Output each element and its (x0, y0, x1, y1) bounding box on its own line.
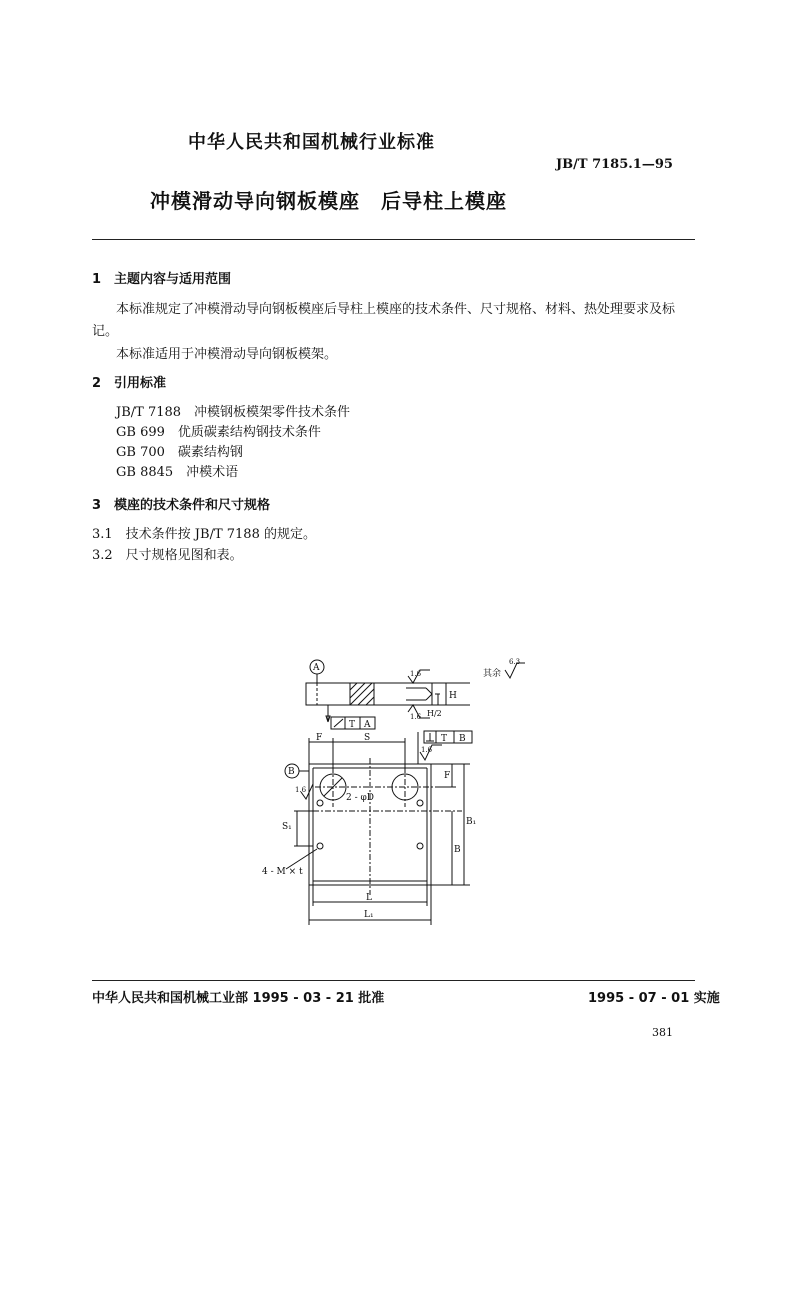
section-1-paragraph-2: 本标准适用于冲模滑动导向钢板模架。 (116, 347, 338, 362)
page-number: 381 (652, 1026, 673, 1039)
standard-code: JB/T 7185.1—95 (556, 157, 673, 172)
datum-b-label: B (288, 767, 295, 777)
dim-f-side-label: F (444, 771, 451, 781)
roughness-value: 1.6 (421, 746, 433, 754)
approval-statement: 中华人民共和国机械工业部 1995 - 03 - 21 批准 (92, 991, 385, 1006)
section-1-heading: 1 主题内容与适用范围 (92, 272, 232, 287)
parallelism-datum-t: T (349, 720, 356, 730)
dim-s-label: S (364, 733, 371, 743)
dim-f-label: F (316, 733, 323, 743)
section-3-item: 3.1 技术条件按 JB/T 7188 的规定。 (92, 527, 316, 542)
datum-a-label: A (313, 663, 320, 673)
dim-l1-label: L₁ (364, 910, 374, 920)
roughness-value-rest: 6.3 (509, 658, 521, 666)
reference-item: JB/T 7188 冲模钢板模架零件技术条件 (116, 405, 351, 420)
section-2-heading: 2 引用标准 (92, 376, 167, 391)
section-1-paragraph-1-line-1: 本标准规定了冲模滑动导向钢板模座后导柱上模座的技术条件、尺寸规格、材料、热处理要求及标 (116, 302, 676, 317)
perpendicularity-datum-t: T (441, 734, 448, 744)
dim-holes-label: 2 - φD (346, 793, 375, 803)
issuing-org: 中华人民共和国机械行业标准 (188, 132, 435, 153)
dim-b1-label: B₁ (466, 817, 477, 827)
dim-h-label: H (449, 691, 457, 701)
section-1-paragraph-1-line-2: 记。 (92, 324, 119, 339)
reference-item: GB 699 优质碳素结构钢技术条件 (116, 425, 321, 440)
section-3-item: 3.2 尺寸规格见图和表。 (92, 548, 243, 563)
effective-date: 1995 - 07 - 01 实施 (588, 991, 720, 1006)
parallelism-datum-a: A (364, 720, 371, 730)
dim-s1-label: S₁ (282, 822, 292, 832)
reference-item: GB 700 碳素结构钢 (116, 445, 243, 460)
roughness-value: 1.6 (410, 713, 422, 721)
dim-l-label: L (366, 893, 372, 903)
section-3-heading: 3 模座的技术条件和尺寸规格 (92, 498, 271, 513)
dim-b-label: B (454, 845, 461, 855)
document-title: 冲模滑动导向钢板模座 后导柱上模座 (150, 189, 507, 213)
roughness-value: 1.6 (410, 670, 422, 678)
dim-h2-label: H/2 (427, 709, 442, 718)
roughness-value: 1.6 (295, 786, 307, 794)
reference-item: GB 8845 冲模术语 (116, 465, 239, 480)
footer-rule (92, 980, 695, 981)
perpendicularity-datum-b: B (459, 734, 466, 744)
dim-threads-label: 4 - M × t (262, 867, 303, 877)
note-rest-label: 其余 (483, 669, 502, 679)
